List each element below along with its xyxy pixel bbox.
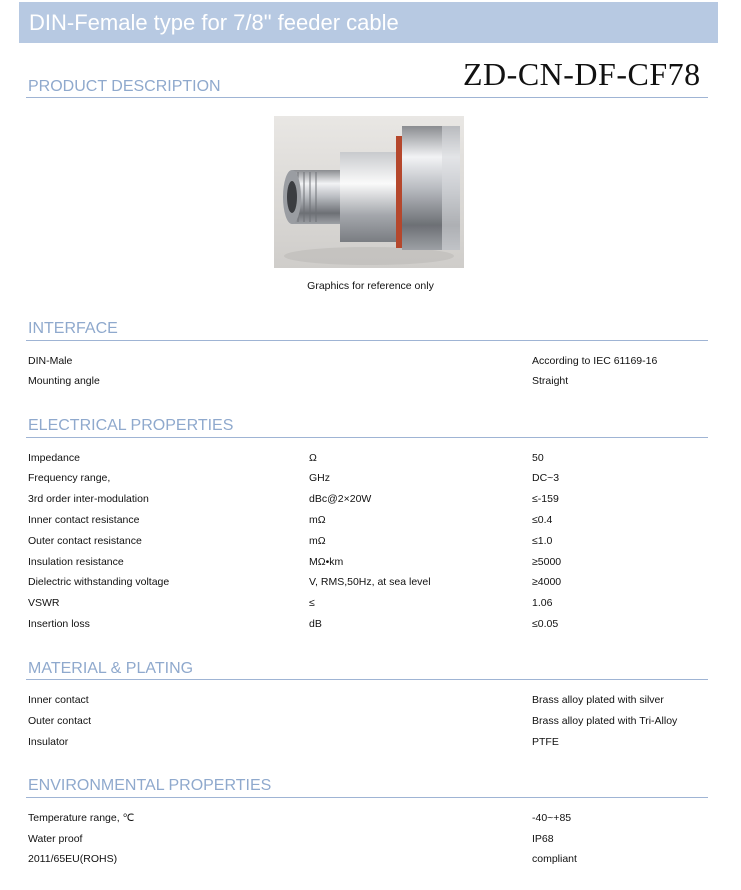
property-value: ≥5000 [532, 556, 562, 568]
table-row [0, 812, 741, 828]
interface-divider [26, 340, 708, 341]
property-unit: mΩ [309, 514, 326, 526]
property-value: ≤-159 [532, 493, 559, 505]
property-value: ≤0.05 [532, 618, 559, 630]
property-name: 2011/65EU(ROHS) [28, 853, 118, 865]
product-description-divider [26, 97, 708, 98]
property-unit: dBc@2×20W [309, 493, 372, 505]
property-value: ≤1.0 [532, 535, 553, 547]
property-value: ≥4000 [532, 576, 562, 588]
table-row [0, 493, 741, 509]
table-row [0, 736, 741, 752]
property-name: Mounting angle [28, 375, 100, 387]
table-row [0, 514, 741, 530]
property-unit: GHz [309, 472, 330, 484]
table-row [0, 715, 741, 731]
property-unit: MΩ•km [309, 556, 344, 568]
property-unit: Ω [309, 452, 317, 464]
property-name: VSWR [28, 597, 60, 609]
table-row [0, 472, 741, 488]
table-row [0, 694, 741, 710]
table-row [0, 452, 741, 468]
property-name: Inner contact resistance [28, 514, 140, 526]
property-value: 1.06 [532, 597, 553, 609]
electrical-heading: ELECTRICAL PROPERTIES [28, 417, 234, 434]
interface-heading: INTERFACE [28, 320, 118, 337]
property-value: compliant [532, 853, 577, 865]
environmental-divider [26, 797, 708, 798]
electrical-divider [26, 437, 708, 438]
table-row [0, 576, 741, 592]
property-value: Straight [532, 375, 569, 387]
property-value: 50 [532, 452, 544, 464]
property-name: Dielectric withstanding voltage [28, 576, 170, 588]
property-unit: mΩ [309, 535, 326, 547]
table-row [0, 355, 741, 371]
property-name: Inner contact [28, 694, 89, 706]
property-name: Water proof [28, 833, 83, 845]
table-row [0, 618, 741, 634]
table-row [0, 853, 741, 869]
property-name: Temperature range, ℃ [28, 812, 135, 824]
photo-caption: Graphics for reference only [307, 280, 434, 292]
property-value: Brass alloy plated with Tri-Alloy [532, 715, 678, 727]
material-heading: MATERIAL & PLATING [28, 660, 194, 677]
property-name: Outer contact [28, 715, 92, 727]
material-divider [26, 679, 708, 680]
table-row [0, 375, 741, 391]
property-name: DIN-Male [28, 355, 73, 367]
property-name: 3rd order inter-modulation [28, 493, 149, 505]
table-row [0, 597, 741, 613]
table-row [0, 556, 741, 572]
connector-photo [274, 116, 464, 268]
property-unit: ≤ [309, 597, 315, 609]
property-name: Frequency range, [28, 472, 111, 484]
property-name: Insulator [28, 736, 69, 748]
property-value: PTFE [532, 736, 559, 748]
property-value: -40~+85 [532, 812, 572, 824]
property-value: DC~3 [532, 472, 560, 484]
property-name: Insulation resistance [28, 556, 124, 568]
environmental-heading: ENVIRONMENTAL PROPERTIES [28, 777, 272, 794]
property-name: Outer contact resistance [28, 535, 142, 547]
property-name: Insertion loss [28, 618, 90, 630]
property-value: According to IEC 61169-16 [532, 355, 658, 367]
property-value: IP68 [532, 833, 554, 845]
property-value: Brass alloy plated with silver [532, 694, 664, 706]
table-row [0, 833, 741, 849]
property-value: ≤0.4 [532, 514, 553, 526]
product-description-heading: PRODUCT DESCRIPTION [28, 78, 221, 95]
page-title: DIN-Female type for 7/8" feeder cable [29, 10, 399, 35]
property-name: Impedance [28, 452, 80, 464]
title-bar [19, 2, 718, 43]
table-row [0, 535, 741, 551]
property-unit: dB [309, 618, 322, 630]
product-code: ZD-CN-DF-CF78 [463, 56, 701, 92]
property-unit: V, RMS,50Hz, at sea level [309, 576, 431, 588]
